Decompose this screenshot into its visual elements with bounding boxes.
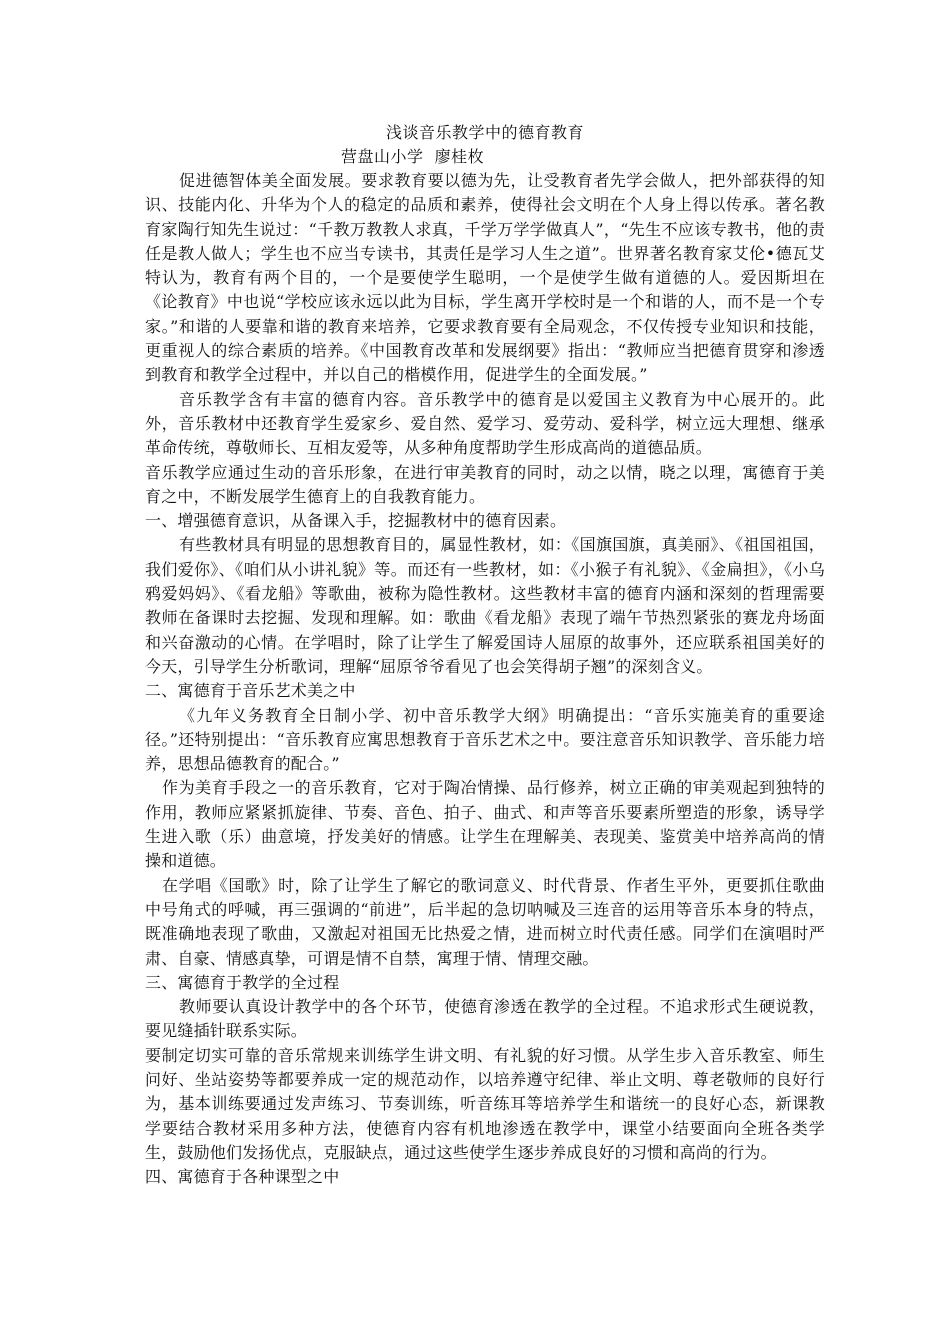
paragraph: 促进德智体美全面发展。要求教育要以德为先，让受教育者先学会做人，把外部获得的知识、技能内化、升华为个人的稳定的品质和素养，使得社会文明在个人身上得以传承。著名教育家陶行知先生说过：“千教万教教人求真，千学万学学做真人”，“先生不应该专教书，他的责任是教人做人；学生也不应当专读书，其责任是学习人生之道”。世界著名教育家艾伦•德瓦艾特认为，教育有两个目的，一个是要使学生聪明，一个是使学生做有道德的人。爱因斯坦在《论教育》中也说“学校应该永远以此为目标，学生离开学校时是一个和谐的人，而不是一个专家。”和谐的人要靠和谐的教育来培养，它要求教育要有全局观念，不仅传授专业知识和技能，更重视人的综合素质的培养。《中国教育改革和发展纲要》指出：“教师应当把德育贯穿和渗透到教育和教学全过程中，并以自己的楷模作用，促进学生的全面发展。” [145, 171, 825, 385]
paragraph: 音乐教学应通过生动的音乐形象，在进行审美教育的同时，动之以情，晓之以理，寓德育于美育之中，不断发展学生德育上的自我教育能力。 [145, 462, 825, 506]
document-page [145, 121, 825, 1189]
section-heading: 一、增强德育意识，从备课入手，挖掘教材中的德育因素。 [145, 511, 567, 531]
section-heading: 四、寓德育于各种课型之中 [145, 1167, 340, 1187]
paragraph: 要制定切实可靠的音乐常规来训练学生讲文明、有礼貌的好习惯。从学生步入音乐教室、师生问好、坐站姿势等都要养成一定的规范动作，以培养遵守纪律、举止文明、尊老敬师的良好行为，基本训练要通过发声练习、节奏训练，听音练耳等培养学生和谐统一的良好心态，新课教学要结合教材采用多种方法，使德育内容有机地渗透在教学中，课堂小结要面向全班各类学生，鼓励他们发扬优点，克服缺点，通过这些使学生逐步养成良好的习惯和高尚的行为。 [145, 1045, 825, 1162]
paragraph: 在学唱《国歌》时，除了让学生了解它的歌词意义、时代背景、作者生平外，更要抓住歌曲中号角式的呼喊，再三强调的“前进”，后半起的急切呐喊及三连音的运用等音乐本身的特点，既准确地表现了歌曲，又激起对祖国无比热爱之情，进而树立时代责任感。同学们在演唱时严肃、自豪、情感真挚，可谓是情不自禁，寓理于情、情理交融。 [145, 875, 825, 968]
section-heading: 三、寓德育于教学的全过程 [145, 972, 340, 992]
paragraph: 作为美育手段之一的音乐教育，它对于陶冶情操、品行修养，树立正确的审美观起到独特的作用，教师应紧紧抓旋律、节奏、音色、拍子、曲式、和声等音乐要素所塑造的形象，诱导学生进入歌（乐）曲意境，抒发美好的情感。让学生在理解美、表现美、鉴赏美中培养高尚的情操和道德。 [145, 778, 825, 871]
document-title: 浅谈音乐教学中的德育教育 [385, 123, 584, 142]
author-line: 营盘山小学 廖桂枚 [341, 147, 485, 166]
paragraph: 教师要认真设计教学中的各个环节，使德育渗透在教学的全过程。不追求形式生硬说教，要见缝插针联系实际。 [145, 997, 825, 1041]
paragraph: 《九年义务教育全日制小学、初中音乐教学大纲》明确提出：“音乐实施美育的重要途径。”还特别提出：“音乐教育应寓思想教育于音乐艺术之中。要注意音乐知识教学、音乐能力培养，思想品德教育的配合。” [145, 705, 825, 774]
section-heading: 二、寓德育于音乐艺术美之中 [145, 681, 356, 701]
paragraph: 音乐教学含有丰富的德育内容。音乐教学中的德育是以爱国主义教育为中心展开的。此外，音乐教材中还教育学生爱家乡、爱自然、爱学习、爱劳动、爱科学，树立远大理想、继承革命传统，尊敬师长、互相友爱等，从多种角度帮助学生形成高尚的道德品质。 [145, 389, 825, 458]
paragraph: 有些教材具有明显的思想教育目的，属显性教材，如：《国旗国旗，真美丽》、《祖国祖国，我们爱你》、《咱们从小讲礼貌》等。而还有一些教材，如：《小猴子有礼貌》、《金扁担》，《小乌鸦爱妈妈》、《看龙船》等歌曲，被称为隐性教材。这些教材丰富的德育内涵和深刻的哲理需要教师在备课时去挖掘、发现和理解。如：歌曲《看龙船》表现了端午节热烈紧张的赛龙舟场面和兴奋激动的心情。在学唱时，除了让学生了解爱国诗人屈原的故事外，还应联系祖国美好的今天，引导学生分析歌词，理解“屈原爷爷看见了也会笑得胡子翘”的深刻含义。 [145, 535, 825, 676]
